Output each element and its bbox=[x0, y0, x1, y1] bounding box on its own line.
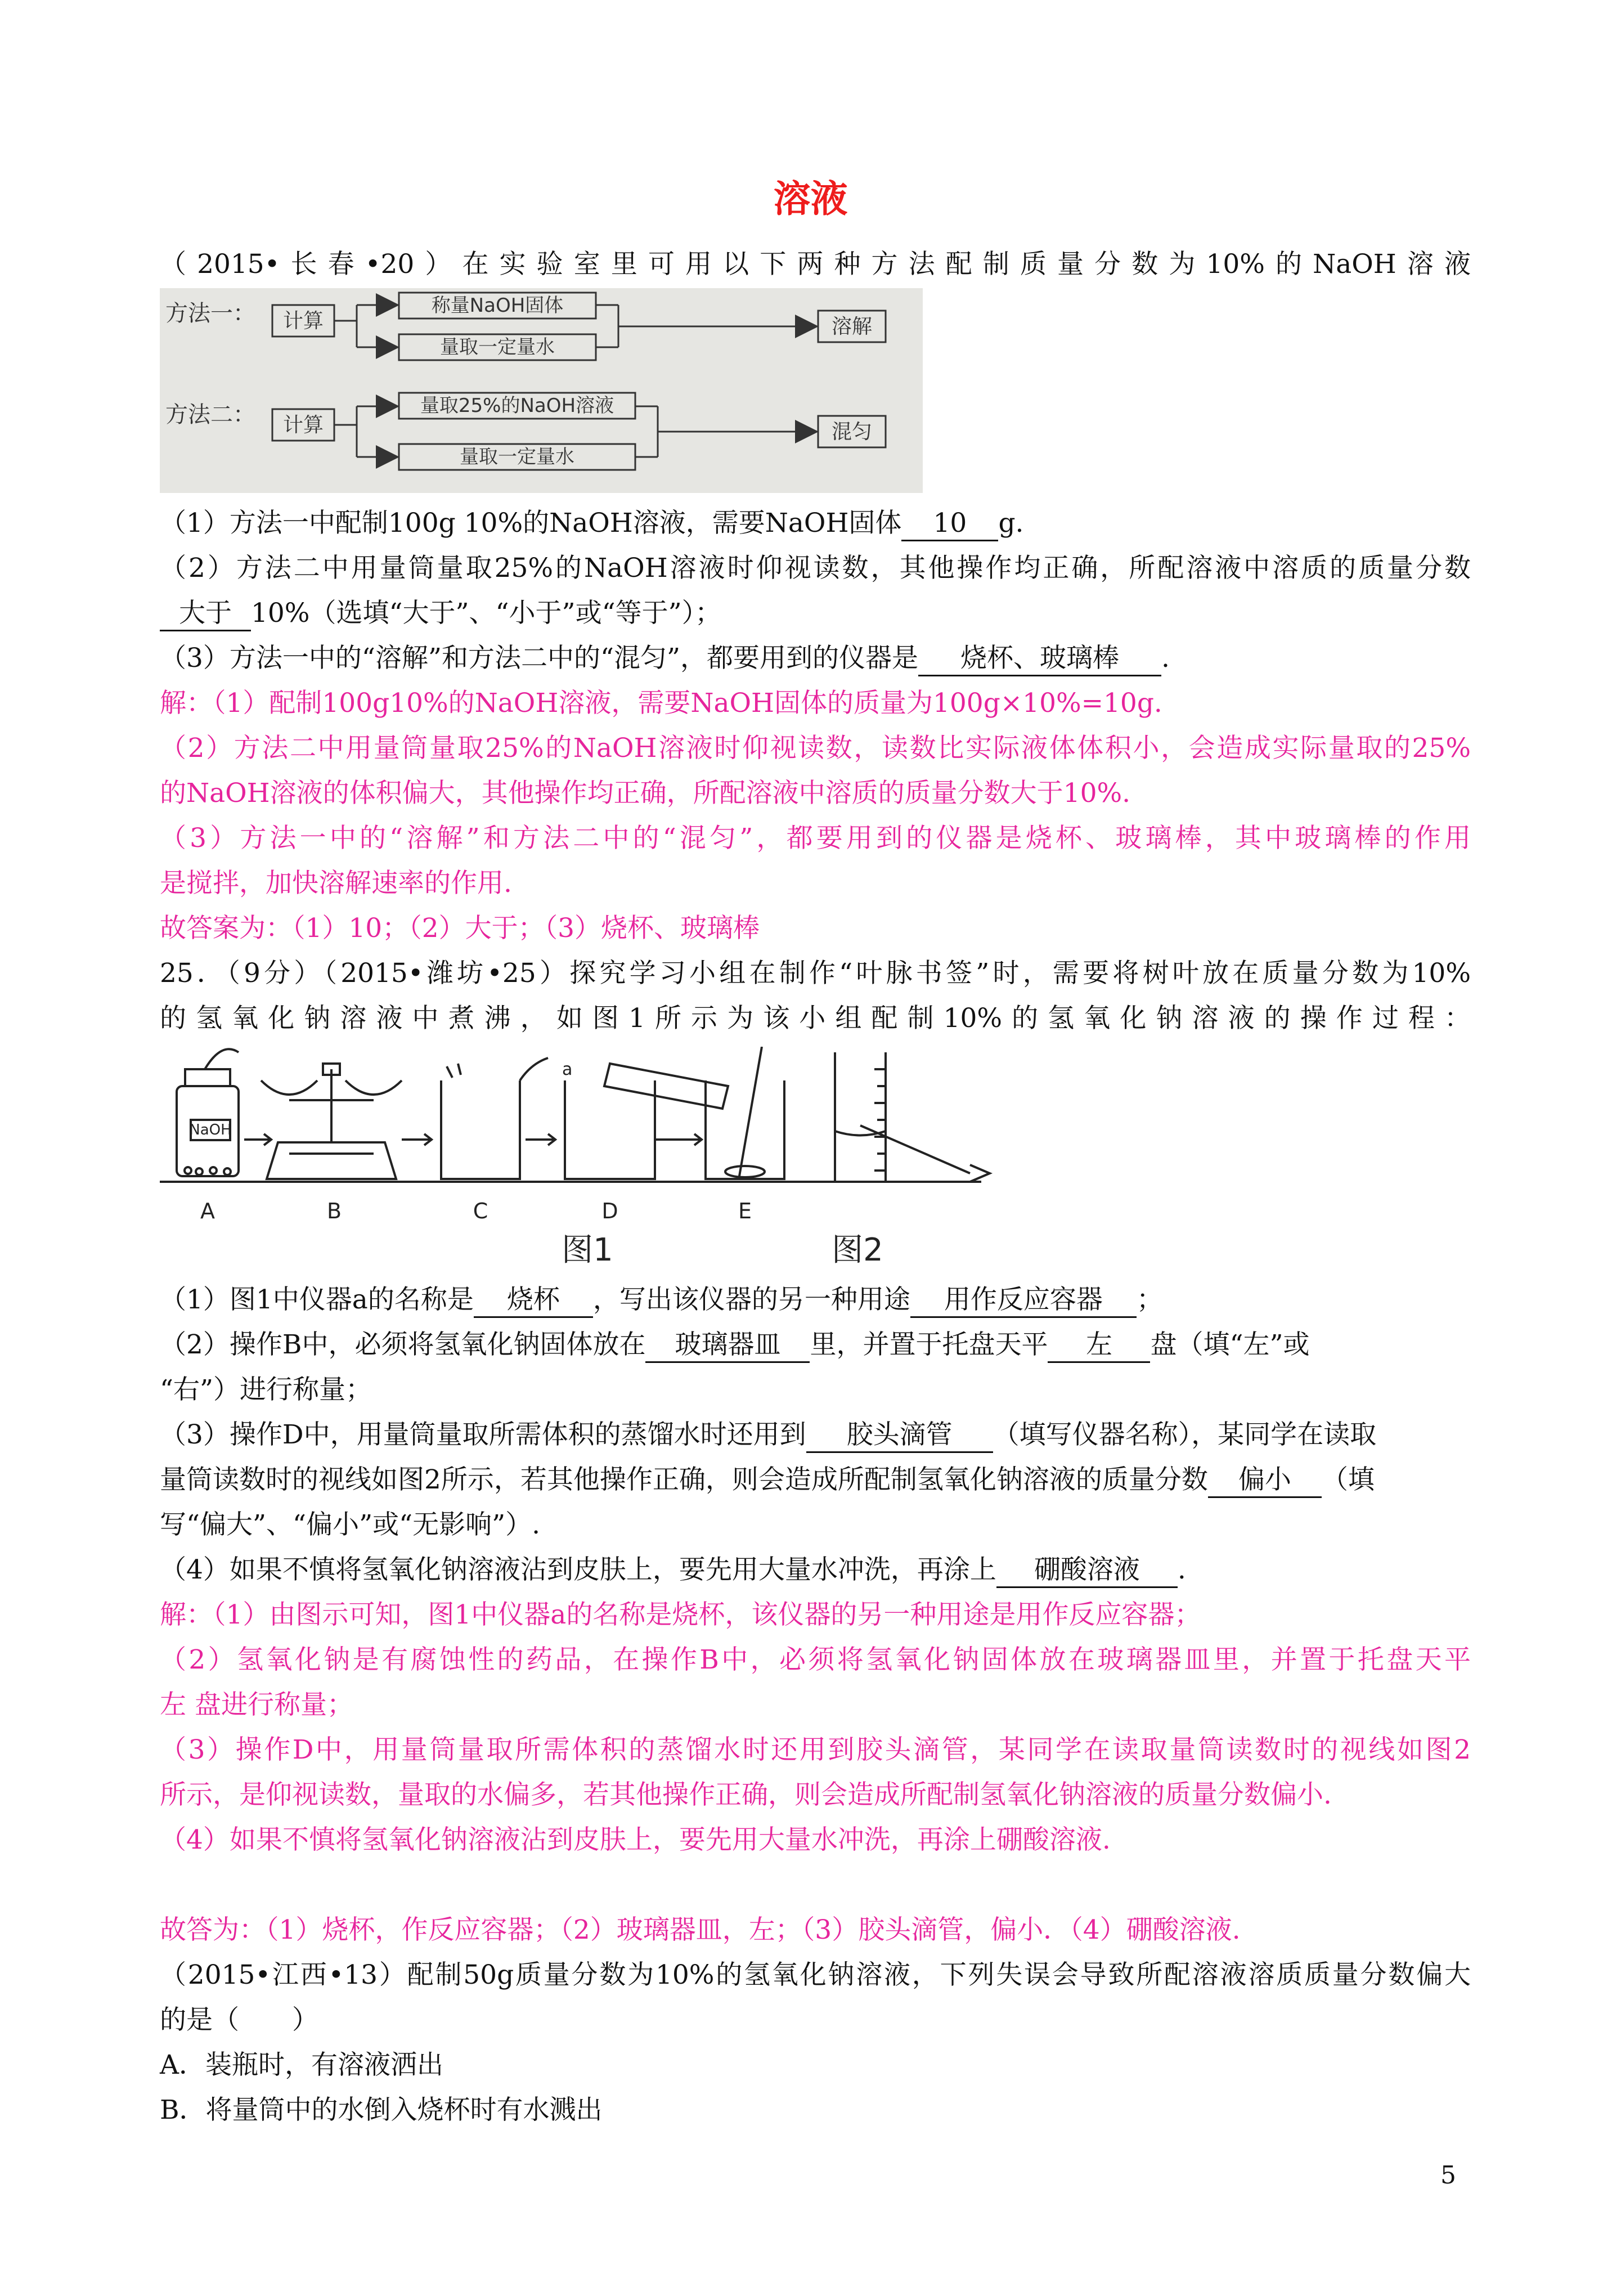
q2-answer1a: 烧杯 bbox=[474, 1284, 593, 1318]
q2-solution-6: （4）如果不慎将氢氧化钠溶液沾到皮肤上，要先用大量水冲洗，再涂上硼酸溶液. bbox=[160, 1824, 1111, 1855]
q1-intro: （2015•长春•20）在实验室里可用以下两种方法配制质量分数为10%的NaOH溶液 bbox=[160, 249, 1471, 280]
q2-part3a: （3）操作D中，用量筒量取所需体积的蒸馏水时还用到 胶头滴管 （填写仪器名称），某同学在读取 bbox=[160, 1415, 1471, 1455]
q1-flowchart bbox=[160, 288, 923, 493]
m1-dissolve: 溶解 bbox=[831, 315, 873, 338]
q2-answer3b: 偏小 bbox=[1208, 1464, 1322, 1498]
q3-intro-2: 的是（ ） bbox=[160, 2004, 318, 2035]
figure-1-caption: 图1 bbox=[562, 1232, 613, 1268]
q2-final-answer: 故答为：（1）烧杯，作反应容器；（2）玻璃器皿，左；（3）胶头滴管，偏小．（4）硼酸溶液. bbox=[160, 1914, 1241, 1945]
m1-water: 量取一定量水 bbox=[440, 336, 555, 358]
q1-solution-5: 是搅拌，加快溶解速率的作用. bbox=[160, 868, 512, 899]
q2-solution-3: 左 盘进行称量； bbox=[160, 1689, 353, 1720]
q1-part2a: （2）方法二中用量筒量取25%的NaOH溶液时仰视读数，其他操作均正确，所配溶液中溶质的质量分数 bbox=[160, 553, 1471, 584]
step-label-c: C bbox=[473, 1199, 488, 1223]
page-title: 溶液 bbox=[773, 177, 848, 221]
q2-intro-1: 25．（9分）（2015•潍坊•25）探究学习小组在制作“叶脉书签”时，需要将树叶放在质量分数为10% bbox=[160, 958, 1471, 989]
step-label-e: E bbox=[738, 1199, 752, 1223]
q1-solution-4: （3）方法一中的“溶解”和方法二中的“混匀”，都要用到的仪器是烧杯、玻璃棒，其中玻璃棒的作用 bbox=[160, 823, 1471, 854]
m2-mix: 混匀 bbox=[831, 420, 873, 443]
m1-calc: 计算 bbox=[282, 310, 324, 333]
q2-answer2b: 左 bbox=[1048, 1329, 1150, 1363]
q3-option-b: B．将量筒中的水倒入烧杯时有水溅出 bbox=[160, 2095, 603, 2125]
q1-part1: （1）方法一中配制100g 10%的NaOH溶液，需要NaOH固体 10 g. bbox=[160, 504, 1471, 543]
q1-solution-6: 故答案为：（1）10；（2）大于；（3）烧杯、玻璃棒 bbox=[160, 913, 760, 944]
q2-solution-1: 解：（1）由图示可知，图1中仪器a的名称是烧杯，该仪器的另一种用途是用作反应容器； bbox=[160, 1599, 1201, 1630]
q1-solution-3: 的NaOH溶液的体积偏大，其他操作均正确，所配溶液中溶质的质量分数大于10%. bbox=[160, 778, 1131, 809]
q2-figure bbox=[160, 1047, 1285, 1283]
step-label-d: D bbox=[601, 1199, 618, 1223]
q2-answer4: 硼酸溶液 bbox=[996, 1554, 1178, 1588]
method2-label: 方法二： bbox=[165, 402, 255, 428]
q2-part1: （1）图1中仪器a的名称是 烧杯 ，写出该仪器的另一种用途 用作反应容器 ； bbox=[160, 1280, 1471, 1320]
q1-solution-1: 解：（1）配制100g10%的NaOH溶液，需要NaOH固体的质量为100g×10%=10g. bbox=[160, 688, 1162, 719]
q2-solution-5: 所示，是仰视读数，量取的水偏多，若其他操作正确，则会造成所配制氢氧化钠溶液的质量分数偏小. bbox=[160, 1779, 1332, 1810]
m2-measure: 量取25%的NaOH溶液 bbox=[420, 394, 614, 417]
q1-answer3: 烧杯、玻璃棒 bbox=[918, 642, 1161, 676]
q2-part2a: （2）操作B中，必须将氢氧化钠固体放在 玻璃器皿 里，并置于托盘天平 左 盘（填“左”或 bbox=[160, 1325, 1471, 1365]
q3-intro-1: （2015•江西•13）配制50g质量分数为10%的氢氧化钠溶液，下列失误会导致所配溶液溶质质量分数偏大 bbox=[160, 1959, 1471, 1990]
q2-part4: （4）如果不慎将氢氧化钠溶液沾到皮肤上，要先用大量水冲洗，再涂上 硼酸溶液 . bbox=[160, 1550, 1471, 1590]
step-label-a: A bbox=[200, 1199, 215, 1223]
figure-2-caption: 图2 bbox=[832, 1232, 883, 1268]
m2-calc: 计算 bbox=[282, 414, 324, 437]
q1-answer1: 10 bbox=[901, 507, 998, 541]
q2-answer2a: 玻璃器皿 bbox=[645, 1329, 810, 1363]
q2-part3b: 量筒读数时的视线如图2所示，若其他操作正确，则会造成所配制氢氧化钠溶液的质量分数 偏小 （填 bbox=[160, 1460, 1471, 1500]
page-number: 5 bbox=[1440, 2161, 1456, 2190]
q1-part3: （3）方法一中的“溶解”和方法二中的“混匀”，都要用到的仪器是 烧杯、玻璃棒 . bbox=[160, 639, 1471, 678]
q1-part2b: 大于 10%（选填“大于”、“小于”或“等于”）； bbox=[160, 594, 1471, 633]
step-label-b: B bbox=[326, 1199, 342, 1223]
q2-part3c: 写“偏大”、“偏小”或“无影响”）. bbox=[160, 1509, 541, 1540]
q1-solution-2: （2）方法二中用量筒量取25%的NaOH溶液时仰视读数，读数比实际液体体积小，会造成实际量取的25% bbox=[160, 733, 1471, 764]
q2-answer1b: 用作反应容器 bbox=[910, 1284, 1137, 1318]
q2-part2b: “右”）进行称量； bbox=[160, 1374, 372, 1405]
q2-intro-2: 的氢氧化钠溶液中煮沸，如图1所示为该小组配制10%的氢氧化钠溶液的操作过程： bbox=[160, 1003, 1471, 1034]
q3-option-a: A．装瓶时，有溶液洒出 bbox=[160, 2050, 443, 2080]
m1-weigh: 称量NaOH固体 bbox=[431, 294, 564, 317]
instrument-a-label: a bbox=[562, 1060, 573, 1079]
naoh-jar-label: NaOH bbox=[189, 1122, 232, 1138]
q2-solution-2: （2）氢氧化钠是有腐蚀性的药品，在操作B中，必须将氢氧化钠固体放在玻璃器皿里，并置于托盘天平 bbox=[160, 1644, 1471, 1675]
q1-answer2: 大于 bbox=[160, 597, 251, 631]
method1-label: 方法一： bbox=[165, 301, 255, 326]
q2-solution-4: （3）操作D中，用量筒量取所需体积的蒸馏水时还用到胶头滴管，某同学在读取量筒读数时的视线如图2 bbox=[160, 1734, 1471, 1765]
m2-water: 量取一定量水 bbox=[460, 446, 574, 468]
q2-answer3a: 胶头滴管 bbox=[806, 1419, 993, 1453]
